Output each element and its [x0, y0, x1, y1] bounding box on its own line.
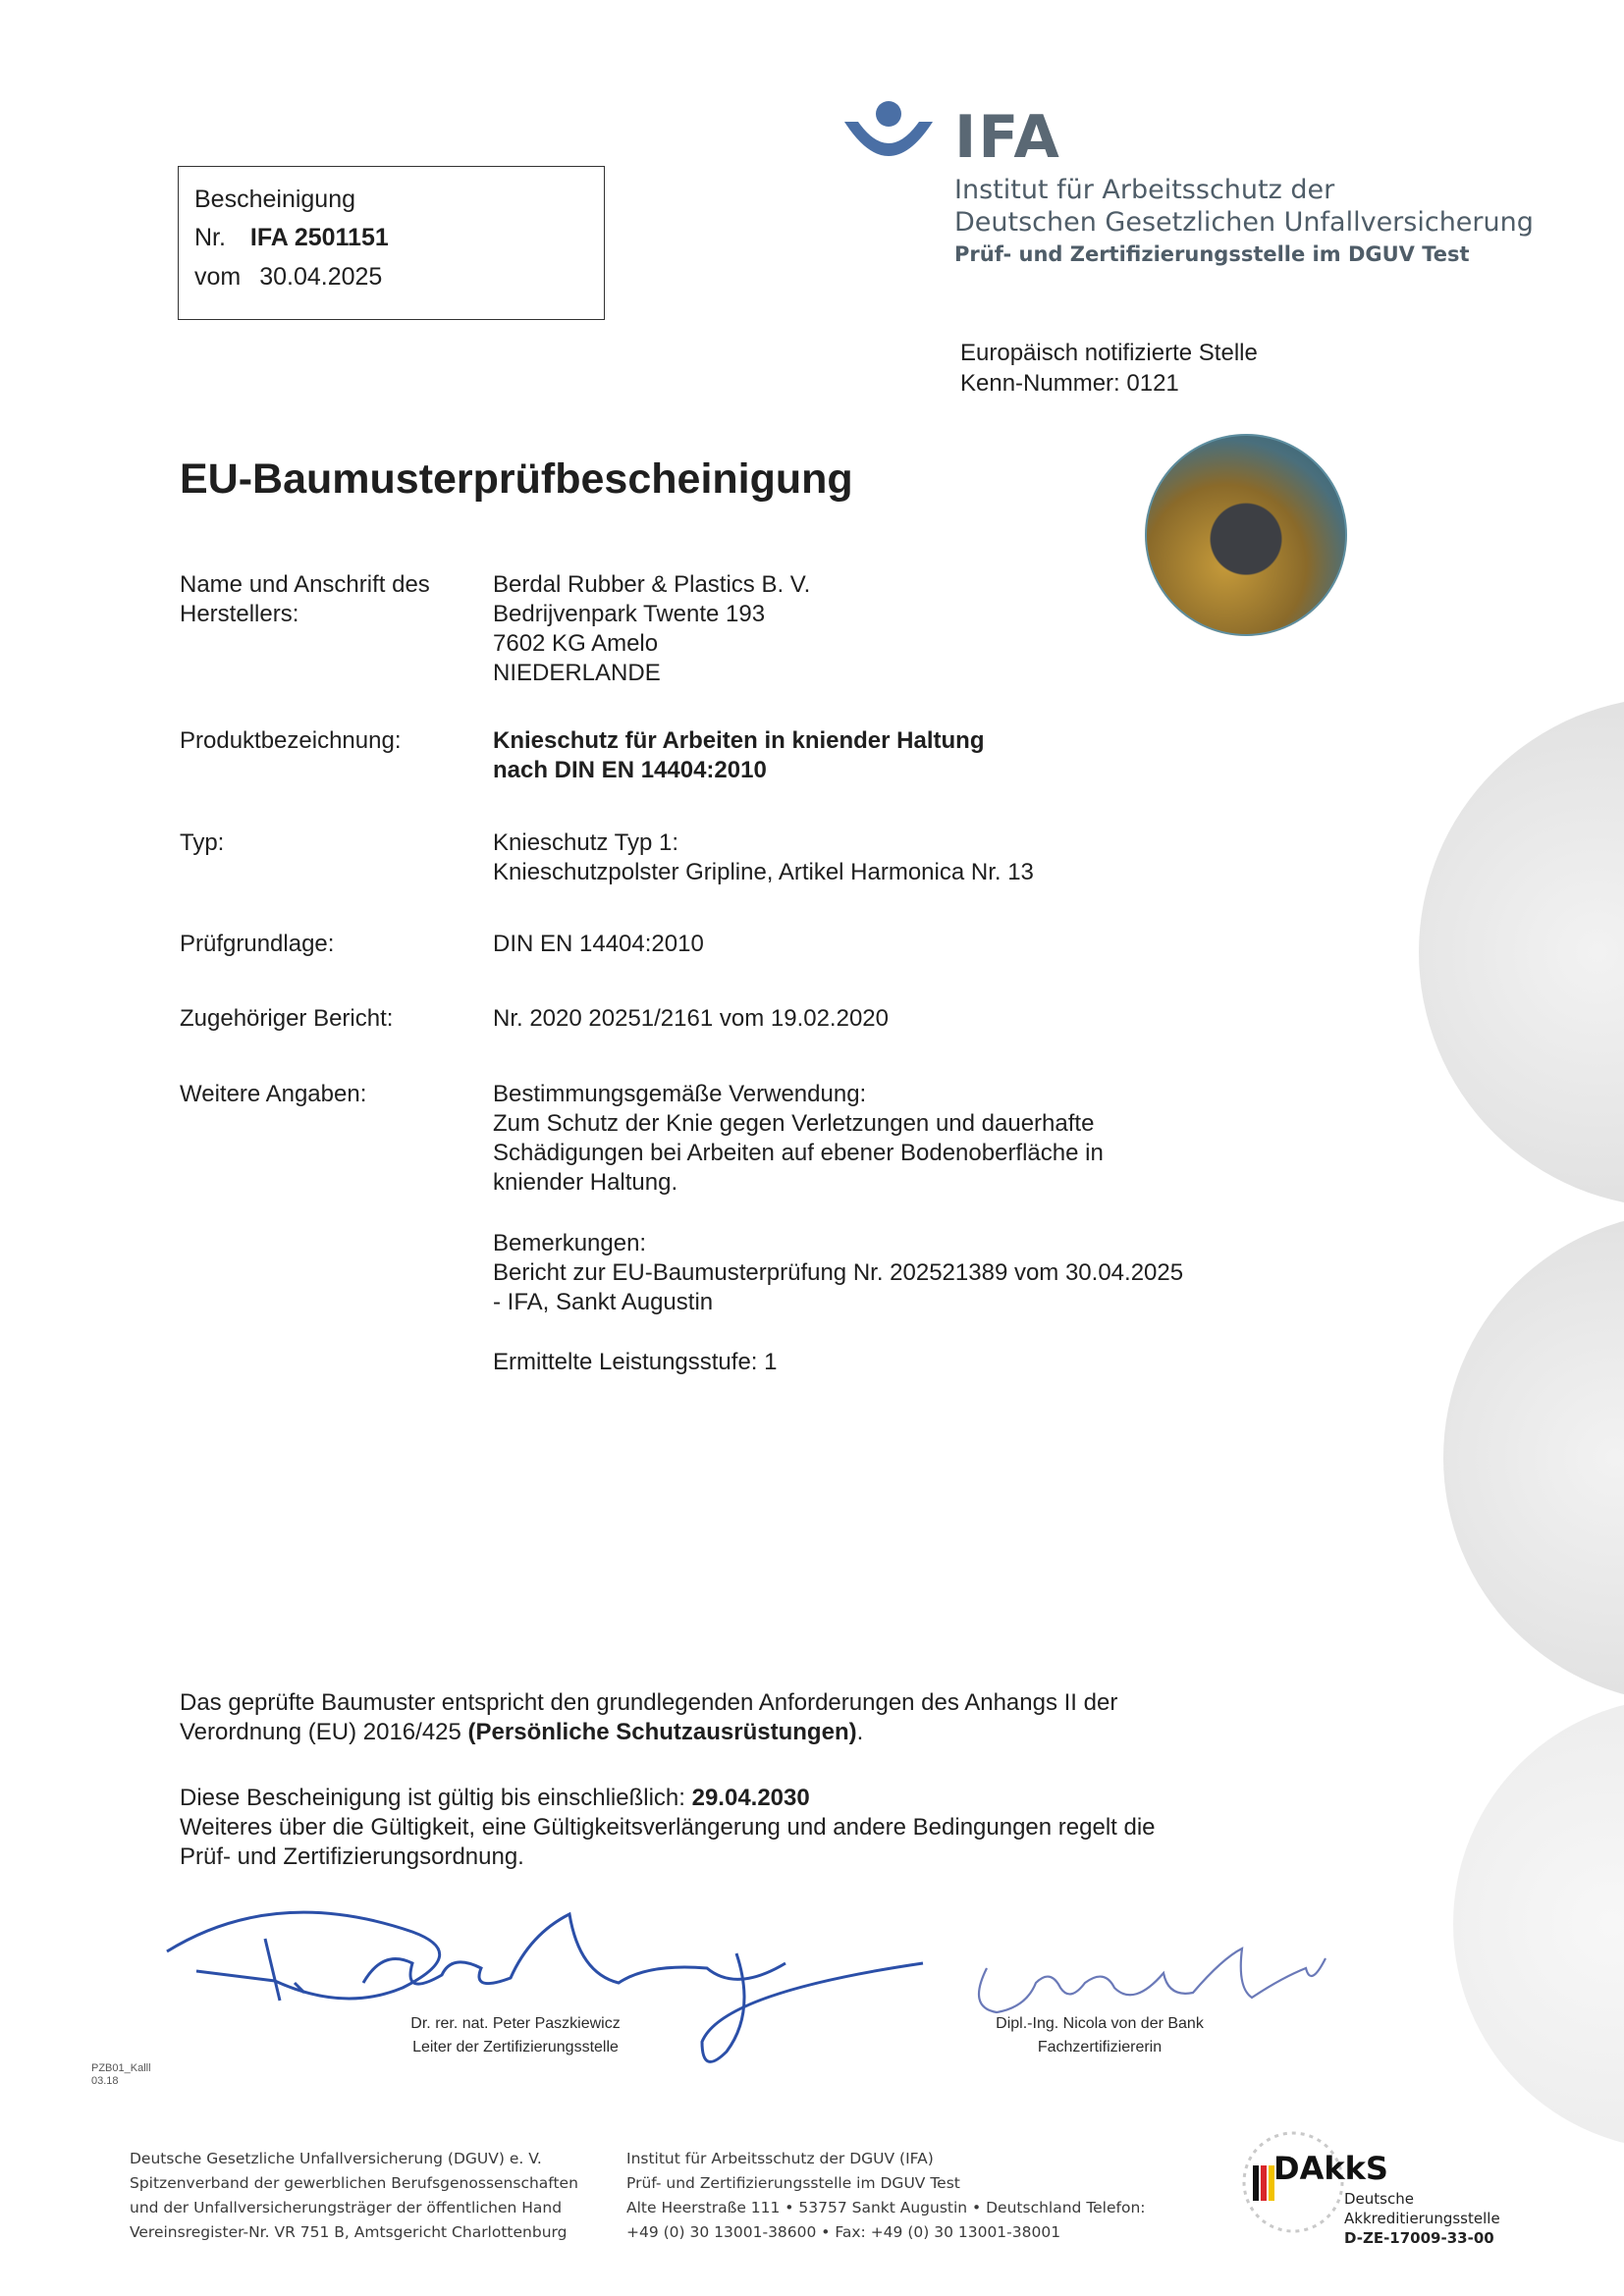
ifa-logo-text: IFA: [954, 103, 1061, 172]
certificate-date-value: 30.04.2025: [259, 263, 383, 291]
manufacturer-label: Name und Anschrift des Herstellers:: [180, 571, 430, 627]
performance-level: Ermittelte Leistungsstufe: 1: [493, 1349, 778, 1375]
issuer-line-3: Prüf- und Zertifizierungsstelle im DGUV Test: [954, 242, 1470, 266]
ifa-logo-icon: [842, 100, 950, 169]
decorative-circle: [1453, 1698, 1624, 2150]
test-basis-label: Prüfgrundlage:: [180, 931, 335, 957]
notified-body-line-1: Europäisch notifizierte Stelle: [960, 340, 1258, 366]
certificate-number-box: [178, 166, 605, 320]
notified-body-line-2: Kenn-Nummer: 0121: [960, 370, 1179, 397]
footer-dguv: Deutsche Gesetzliche Unfallversicherung (DGUV) e. V. Spitzenverband der gewerblichen Berufsgenossenschaften und der Unfallversicherungsträger der öffentlichen Hand Vereinsregister-Nr. VR 751 B, Amtsgericht Charlottenburg: [130, 2150, 578, 2241]
certificate-nr-label: Nr.: [194, 224, 226, 251]
signatory-2: Dipl.-Ing. Nicola von der Bank Fachzertifiziererin: [996, 2015, 1204, 2056]
conformity-statement: Das geprüfte Baumuster entspricht den grundlegenden Anforderungen des Anhangs II der Verordnung (EU) 2016/425 (Persönliche Schutzausrüstungen).: [180, 1689, 1118, 1745]
issuer-line-1: Institut für Arbeitsschutz der: [954, 175, 1335, 205]
remarks: Bemerkungen: Bericht zur EU-Baumusterprüfung Nr. 202521389 vom 30.04.2025 - IFA, Sankt Augustin: [493, 1230, 1184, 1315]
validity-date: 29.04.2030: [691, 1785, 810, 1811]
signatory-1: Dr. rer. nat. Peter Paszkiewicz Leiter der Zertifizierungsstelle: [410, 2015, 621, 2056]
certificate-label: Bescheinigung: [194, 186, 356, 213]
certificate-date-label: vom: [194, 263, 242, 291]
product-label: Produktbezeichnung:: [180, 727, 402, 754]
signature-von-der-bank: [957, 1929, 1350, 2022]
dakks-logo-text: DAkkS: [1273, 2150, 1388, 2187]
validity-statement: Diese Bescheinigung ist gültig bis einschließlich: 29.04.2030 Weiteres über die Gültigkeit, eine Gültigkeitsverlängerung und andere Bedingungen regelt die Prüf- und Zertifizierungsordnung.: [180, 1785, 1156, 1870]
form-code: PZB01_Kalll 03.18: [91, 2062, 151, 2087]
product-designation: Knieschutz für Arbeiten in kniender Haltung nach DIN EN 14404:2010: [493, 727, 985, 783]
decorative-circle: [1443, 1212, 1624, 1703]
report-value: Nr. 2020 20251/2161 vom 19.02.2020: [493, 1005, 889, 1032]
document-title: EU-Baumusterprüfbescheinigung: [180, 455, 853, 503]
decorative-circle: [1419, 697, 1624, 1207]
further-info-label: Weitere Angaben:: [180, 1081, 367, 1107]
issuer-line-2: Deutschen Gesetzlichen Unfallversicherung: [954, 207, 1534, 238]
dakks-info: Deutsche Akkreditierungsstelle D-ZE-17009-33-00: [1344, 2190, 1500, 2247]
certificate-number-row: [194, 223, 389, 252]
intended-use: Bestimmungsgemäße Verwendung: Zum Schutz der Knie gegen Verletzungen und dauerhafte Schädigungen bei Arbeiten auf ebener Bodenoberfläche in kniender Haltung.: [493, 1081, 1104, 1196]
type-label: Typ:: [180, 829, 225, 856]
type-value: Knieschutz Typ 1: Knieschutzpolster Gripline, Artikel Harmonica Nr. 13: [493, 829, 1034, 885]
footer-ifa: Institut für Arbeitsschutz der DGUV (IFA) Prüf- und Zertifizierungsstelle im DGUV Test Alte Heerstraße 111 • 53757 Sankt Augustin • Deutschland Telefon: +49 (0) 30 13001-38600 • Fax: +49 (0) 30 13001-38001: [626, 2150, 1146, 2241]
certificate-nr-value: IFA 2501151: [249, 224, 389, 251]
test-basis-value: DIN EN 14404:2010: [493, 931, 704, 957]
report-label: Zugehöriger Bericht:: [180, 1005, 394, 1032]
manufacturer-address: Berdal Rubber & Plastics B. V. Bedrijvenpark Twente 193 7602 KG Amelo NIEDERLANDE: [493, 571, 811, 686]
dguv-test-seal-icon: [1145, 434, 1347, 636]
certificate-date-row: [194, 262, 382, 292]
